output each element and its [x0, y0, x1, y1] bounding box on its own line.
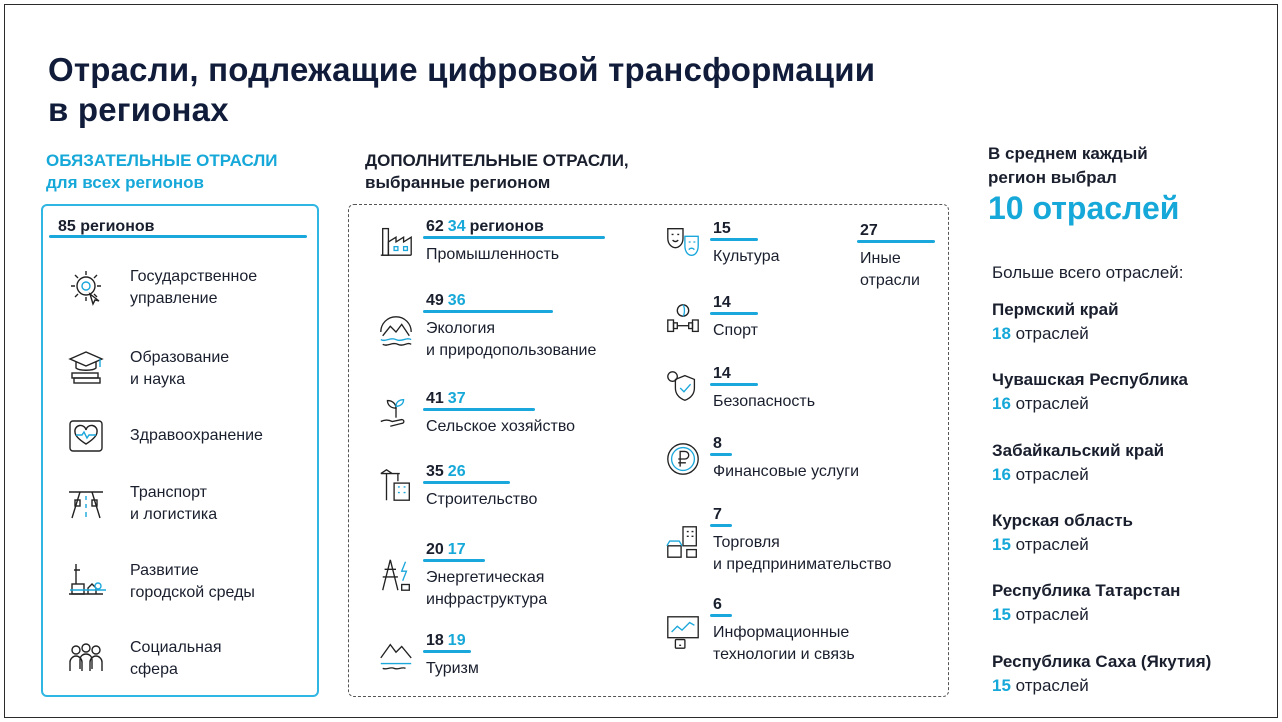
value-bar: [423, 481, 510, 484]
value-bar: [710, 453, 732, 456]
culture-icon: [661, 220, 705, 264]
region-name: Пермский край: [992, 300, 1119, 319]
region-item: [992, 298, 1119, 346]
value-primary: 14: [713, 365, 731, 382]
additional-heading-line-1: ДОПОЛНИТЕЛЬНЫЕ ОТРАСЛИ,: [365, 151, 629, 170]
industry-label-line1: Безопасность: [713, 393, 816, 410]
construction-icon: [374, 463, 418, 507]
region-count: 16: [992, 394, 1011, 413]
value-bar: [710, 238, 758, 241]
value-primary: 8: [713, 435, 722, 452]
mandatory-item-line1: Государственное: [130, 268, 258, 285]
mandatory-heading: [46, 150, 277, 194]
industry-label-line2: технологии и связь: [713, 646, 855, 663]
industry-icon: [374, 218, 418, 262]
industry-label-line1: Спорт: [713, 322, 758, 339]
healthcare-icon: [64, 414, 108, 458]
agriculture-icon: [374, 390, 418, 434]
mandatory-item-line1: Транспорт: [130, 484, 207, 501]
industry-label-line1: Энергетическая: [426, 569, 545, 586]
energy-icon: [374, 553, 418, 597]
region-item: [992, 650, 1211, 698]
it-icon: [661, 610, 705, 654]
region-name: Чувашская Республика: [992, 370, 1188, 389]
region-count: 15: [992, 605, 1011, 624]
mandatory-item-line1: Здравоохранение: [130, 427, 263, 444]
mandatory-item-line2: управление: [130, 290, 218, 307]
region-item: [992, 509, 1133, 557]
value-bar: [710, 614, 732, 617]
value-primary: 49: [426, 292, 444, 309]
mandatory-item-line2: и логистика: [130, 506, 218, 523]
region-name: Республика Саха (Якутия): [992, 652, 1212, 671]
industry-label-line2: и природопользование: [426, 342, 597, 359]
value-secondary: 26: [447, 463, 466, 480]
value-primary: 7: [713, 506, 722, 523]
additional-box: [348, 204, 949, 697]
mandatory-item-line1: Социальная: [130, 639, 222, 656]
mandatory-item-healthcare: [64, 414, 263, 458]
value-suffix: регионов: [469, 218, 544, 235]
mandatory-item-social: [64, 637, 222, 681]
mandatory-item-line2: сфера: [130, 661, 178, 678]
mandatory-item-line2: и наука: [130, 371, 186, 388]
value-primary: 41: [426, 390, 444, 407]
industry-label-line1: Информационные: [713, 624, 850, 641]
value-primary: 35: [426, 463, 444, 480]
industry-label-line1: Туризм: [426, 660, 479, 677]
region-name: Забайкальский край: [992, 441, 1165, 460]
mandatory-bar: [49, 235, 307, 238]
region-unit: отраслей: [1015, 605, 1089, 624]
mandatory-item-urban: [64, 558, 255, 602]
industry-label-line1: Иные: [860, 250, 901, 267]
industry-label-line1: Экология: [426, 320, 496, 337]
average-heading: [988, 142, 1148, 190]
value-primary: 14: [713, 294, 731, 311]
value-secondary: 34: [447, 218, 466, 235]
region-count: 18: [992, 324, 1011, 343]
region-unit: отраслей: [1015, 394, 1089, 413]
region-count: 15: [992, 535, 1011, 554]
average-heading-line-2: регион выбрал: [988, 168, 1117, 187]
page-title: [48, 50, 875, 130]
value-bar: [423, 559, 485, 562]
region-item: [992, 579, 1180, 627]
government-icon: [64, 266, 108, 310]
title-line-2: в регионах: [48, 91, 229, 128]
value-secondary: 36: [447, 292, 466, 309]
ecology-icon: [374, 310, 418, 354]
industry-label-line1: Сельское хозяйство: [426, 418, 576, 435]
industry-label-line1: Торговля: [713, 534, 780, 551]
mandatory-item-education: [64, 345, 230, 389]
most-heading: Больше всего отраслей:: [992, 263, 1184, 282]
industry-label-line1: Строительство: [426, 491, 538, 508]
region-item: [992, 439, 1164, 487]
region-unit: отраслей: [1015, 535, 1089, 554]
education-icon: [64, 345, 108, 389]
value-bar: [857, 240, 935, 243]
value-secondary: 19: [447, 632, 466, 649]
industry-label-line2: отрасли: [860, 272, 920, 289]
mandatory-count: 85 регионов: [58, 218, 155, 235]
mandatory-item-line2: городской среды: [130, 584, 255, 601]
security-icon: [661, 365, 705, 409]
value-bar: [423, 408, 535, 411]
region-count: 16: [992, 465, 1011, 484]
value-secondary: 17: [447, 541, 466, 558]
value-bar: [710, 383, 758, 386]
value-bar: [423, 236, 605, 239]
additional-heading: [365, 150, 629, 194]
region-unit: отраслей: [1015, 465, 1089, 484]
mandatory-heading-line-2: для всех регионов: [46, 173, 204, 192]
value-bar: [710, 312, 758, 315]
value-primary: 62: [426, 218, 444, 235]
mandatory-item-line1: Развитие: [130, 562, 199, 579]
mandatory-item-line1: Образование: [130, 349, 230, 366]
value-bar: [423, 650, 471, 653]
region-unit: отраслей: [1015, 676, 1089, 695]
region-name: Республика Татарстан: [992, 581, 1181, 600]
social-sphere-icon: [64, 637, 108, 681]
value-primary: 20: [426, 541, 444, 558]
industry-label-line2: и предпринимательство: [713, 556, 892, 573]
industry-label-line1: Финансовые услуги: [713, 463, 860, 480]
additional-heading-line-2: выбранные регионом: [365, 173, 551, 192]
industry-label-line1: Культура: [713, 248, 780, 265]
region-name: Курская область: [992, 511, 1133, 530]
value-primary: 27: [860, 222, 878, 239]
average-value: 10 отраслей: [988, 190, 1180, 226]
region-count: 15: [992, 676, 1011, 695]
title-line-1: Отрасли, подлежащие цифровой трансформации: [48, 51, 876, 88]
average-heading-line-1: В среднем каждый: [988, 144, 1148, 163]
value-primary: 15: [713, 220, 731, 237]
industry-label-line1: Промышленность: [426, 246, 560, 263]
tourism-icon: [374, 634, 418, 678]
value-bar: [710, 524, 732, 527]
trade-icon: [661, 520, 705, 564]
value-primary: 18: [426, 632, 444, 649]
value-primary: 6: [713, 596, 722, 613]
mandatory-item-government: [64, 266, 258, 310]
value-bar: [423, 310, 553, 313]
industry-label-line2: инфраструктура: [426, 591, 548, 608]
sport-icon: [661, 298, 705, 342]
region-item: [992, 368, 1188, 416]
mandatory-heading-line-1: ОБЯЗАТЕЛЬНЫЕ ОТРАСЛИ: [46, 151, 278, 170]
urban-development-icon: [64, 558, 108, 602]
region-unit: отраслей: [1015, 324, 1089, 343]
finance-icon: [661, 437, 705, 481]
value-secondary: 37: [447, 390, 466, 407]
mandatory-item-transport: [64, 480, 218, 524]
transport-icon: [64, 480, 108, 524]
